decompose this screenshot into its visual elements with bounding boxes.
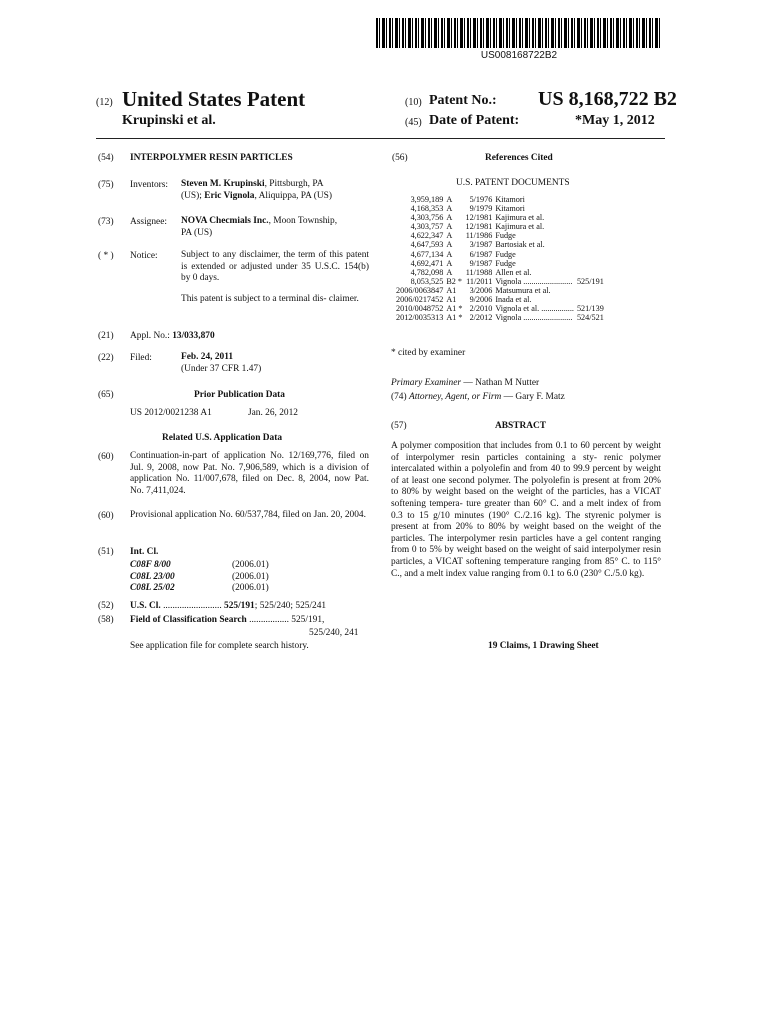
ref-name: Bartosiak et al. (495, 240, 545, 250)
field-search-value-1: 525/191, (291, 615, 325, 625)
ref-class: 521/139 (576, 304, 604, 314)
ref-name: Allen et al. (495, 267, 532, 277)
ref-kind: A (446, 204, 453, 214)
notice-label: Notice: (130, 251, 158, 261)
us-cl-dots: ......................... (163, 601, 222, 611)
int-cl-row (130, 560, 269, 572)
ref-class: 525/191 (576, 276, 604, 286)
appl-no (130, 331, 215, 341)
ref-date: 12/1981 (465, 213, 493, 223)
barcode-number: US008168722B2 (480, 50, 558, 61)
ref-date: 2/2010 (469, 304, 493, 314)
filed-label: Filed: (130, 353, 152, 363)
attorney (391, 392, 565, 402)
ref-date: 2/2012 (469, 313, 493, 323)
field-search-note: See application file for complete search history. (130, 641, 309, 651)
ref-date: 11/1988 (465, 267, 493, 277)
claims-summary: 19 Claims, 1 Drawing Sheet (488, 641, 599, 651)
patent-type-title: United States Patent (122, 87, 306, 111)
refs-code: (56) (392, 153, 408, 163)
inventor-1-name: Steven M. Krupinski (181, 179, 265, 189)
related-data-heading: Related U.S. Application Data (162, 433, 283, 443)
int-cl-class: C08L 25/02 (130, 583, 175, 594)
attorney-label: Attorney, Agent, or Firm (408, 392, 502, 402)
reference-row (396, 277, 607, 286)
ref-name: Fudge (495, 249, 516, 259)
title-code: (54) (98, 153, 114, 163)
attorney-name: — Gary F. Matz (501, 392, 565, 402)
ref-kind: A1 (446, 295, 457, 305)
ref-name: Fudge (495, 258, 516, 268)
related-1-code: (60) (98, 452, 114, 462)
ref-number: 4,303,757 (410, 222, 444, 232)
ref-number: 4,692,471 (410, 258, 444, 268)
ref-number: 3,959,189 (410, 195, 444, 204)
attorney-code: (74) (391, 392, 407, 402)
ref-kind: A (446, 231, 453, 241)
int-cl-row (130, 583, 269, 595)
ref-kind: A1 * (446, 304, 463, 314)
filed-date: Feb. 24, 2011 (181, 352, 234, 362)
int-cl-label: Int. Cl. (130, 547, 159, 557)
ref-date: 9/1987 (469, 258, 493, 268)
appl-code: (21) (98, 331, 114, 341)
assignee-location: , Moon Township, (268, 216, 338, 226)
ref-kind: A1 (446, 285, 457, 295)
examiner-label: Primary Examiner (391, 378, 462, 388)
date-label: Date of Patent: (429, 113, 520, 128)
patent-date: *May 1, 2012 (575, 113, 655, 128)
ref-date: 11/2011 (466, 276, 493, 286)
ref-kind: A (446, 267, 453, 277)
ref-date: 9/1979 (469, 204, 493, 214)
patent-number: US 8,168,722 B2 (538, 88, 677, 110)
field-search-value-2: 525/240, 241 (309, 628, 359, 638)
ref-date: 3/1987 (469, 240, 493, 250)
abstract-heading: ABSTRACT (495, 421, 547, 431)
related-2-text: Provisional application No. 60/537,784, filed on Jan. 20, 2004. (130, 510, 366, 520)
ref-kind: A (446, 240, 453, 250)
ref-date: 9/2006 (469, 295, 493, 305)
abstract-code: (57) (391, 421, 407, 431)
ref-kind: A (446, 213, 453, 223)
header-divider (96, 138, 665, 139)
ref-kind: A (446, 195, 453, 204)
assignee-code: (73) (98, 217, 114, 227)
reference-row (396, 195, 607, 204)
ref-number: 4,647,593 (410, 240, 444, 250)
inventor-1-location: , Pittsburgh, PA (264, 179, 324, 189)
ref-number: 8,053,525 (410, 276, 444, 286)
ref-number: 4,168,353 (410, 204, 444, 214)
int-cl-table (130, 560, 269, 595)
ref-class (577, 250, 607, 259)
inventors-label: Inventors: (130, 180, 169, 190)
filed-note: (Under 37 CFR 1.47) (181, 363, 262, 374)
assignee-name: NOVA Checmials Inc. (181, 216, 269, 226)
reference-row (396, 213, 607, 222)
reference-row (396, 286, 607, 295)
ref-class (577, 195, 607, 204)
inventor-2-name: Eric Vignola (204, 190, 255, 201)
int-cl-code: (51) (98, 547, 114, 557)
ref-class (577, 286, 607, 295)
field-search-code: (58) (98, 615, 114, 625)
field-search-label: Field of Classification Search (130, 615, 247, 625)
ref-name: Vignola et al. ................ (495, 304, 574, 314)
ref-number: 4,677,134 (410, 249, 444, 259)
examiner-name: — Nathan M Nutter (461, 378, 540, 388)
inventors (181, 179, 371, 202)
ref-class (577, 204, 607, 213)
ref-name: Matsumura et al. (495, 285, 551, 295)
inventor-2-location: , Aliquippa, PA (US) (254, 190, 332, 201)
examiner (391, 378, 539, 388)
ref-kind: A1 * (446, 313, 463, 323)
ref-kind: B2 * (446, 276, 463, 286)
ref-class (577, 222, 607, 231)
reference-row (396, 204, 607, 213)
int-cl-row (130, 572, 269, 584)
int-cl-version: (2006.01) (232, 583, 269, 594)
int-cl-version: (2006.01) (232, 560, 269, 570)
related-1-text: Continuation-in-part of application No. 12/169,776, filed on Jul. 9, 2008, now Pat. No. 7,906,589, which is a division of application No. 11/007,678, filed on Dec. 8, 2004, now Pat. No. 7,411,024. (130, 451, 369, 496)
reference-row (396, 295, 607, 304)
ref-date: 3/2006 (469, 285, 493, 295)
ref-number: 4,303,756 (410, 213, 444, 223)
authors: Krupinski et al. (122, 113, 216, 128)
field-search (130, 615, 324, 625)
ref-name: Kajimura et al. (495, 222, 545, 232)
ref-number: 2006/0217452 (396, 295, 444, 305)
cited-note: * cited by examiner (391, 348, 466, 358)
appl-no-value: 13/033,870 (172, 331, 215, 341)
ref-name: Kitamori (495, 195, 525, 204)
ref-date: 12/1981 (465, 222, 493, 232)
ref-date: 6/1987 (469, 249, 493, 259)
reference-row (396, 222, 607, 231)
reference-row (396, 313, 607, 322)
us-cl-main: 525/191 (224, 601, 255, 611)
filed-code: (22) (98, 353, 114, 363)
ref-class: 524/521 (576, 313, 604, 323)
prior-pub-heading: Prior Publication Data (194, 390, 285, 400)
int-cl-class: C08L 23/00 (130, 571, 175, 582)
assignee (181, 216, 371, 239)
notice-code: ( * ) (98, 251, 114, 261)
code-12: (12) (96, 97, 113, 108)
prior-pub-date: Jan. 26, 2012 (248, 408, 298, 418)
assignee-location-2: PA (US) (181, 227, 213, 238)
ref-number: 2010/0048752 (396, 304, 444, 314)
related-2-code: (60) (98, 511, 114, 521)
code-45: (45) (405, 117, 422, 128)
us-cl-rest: ; 525/240; 525/241 (254, 601, 327, 611)
int-cl-class: C08F 8/00 (130, 560, 171, 570)
reference-row (396, 304, 607, 313)
ref-kind: A (446, 258, 453, 268)
ref-class (577, 240, 607, 249)
ref-name: Vignola ........................ (495, 276, 573, 286)
ref-name: Kajimura et al. (495, 213, 545, 223)
ref-class (577, 268, 607, 277)
reference-row (396, 259, 607, 268)
prior-pub-code: (65) (98, 390, 114, 400)
invention-title: INTERPOLYMER RESIN PARTICLES (130, 153, 293, 163)
ref-number: 4,782,098 (410, 267, 444, 277)
notice-text: Subject to any disclaimer, the term of this patent is extended or adjusted under 35 U.S.C. 154(b) by 0 days. (181, 250, 369, 284)
ref-class (577, 213, 607, 222)
patent-no-label: Patent No.: (429, 93, 497, 108)
abstract-text: A polymer composition that includes from 0.1 to 60 percent by weight of interpolymer resin particles containing a sty- renic polymer intercalated within a polyolefin and from 40 to 99.9 percent by weight of at least one second polymer. The polyolefin is present at from 20% to 80% by weight based on the weight of the particles, has a VICAT softening tempera- ture greater than 60° C. and a melt index of from 0.3 to 15 g/10 minutes (190° C./2.16 kg). The styrenic polymer is present at from 20% to 80% by weight based on the weight of the particles. The interpolymer resin particles have a gel content ranging from 0 to 5% by weight based on the weight of said interpolymer resin particles, a VICAT softening temperature ranging from 85° C. to 115° C., and a melt index value ranging from 0.1 to 6.0 (230° C./5.0 kg). (391, 441, 661, 579)
field-search-dots: ................. (249, 615, 289, 625)
ref-name: Fudge (495, 231, 516, 241)
ref-number: 2012/0035313 (396, 313, 444, 323)
ref-class (577, 231, 607, 240)
ref-number: 4,622,347 (410, 231, 444, 241)
ref-name: Inada et al. (495, 295, 532, 305)
reference-row (396, 240, 607, 249)
ref-date: 5/1976 (469, 195, 493, 204)
inventor-1-country: (US); (181, 190, 205, 201)
ref-kind: A (446, 222, 453, 232)
filed (181, 352, 261, 375)
reference-row (396, 250, 607, 259)
ref-name: Kitamori (495, 204, 525, 214)
ref-name: Vignola ........................ (495, 313, 573, 323)
refs-heading: References Cited (485, 153, 553, 163)
code-10: (10) (405, 97, 422, 108)
inventors-code: (75) (98, 180, 114, 190)
prior-pub-number: US 2012/0021238 A1 (130, 408, 212, 418)
int-cl-version: (2006.01) (232, 571, 269, 582)
us-docs-heading: U.S. PATENT DOCUMENTS (456, 178, 570, 188)
appl-no-label: Appl. No.: (130, 331, 170, 341)
us-cl-label: U.S. Cl. (130, 601, 161, 611)
references-table (396, 195, 607, 322)
ref-date: 11/1986 (465, 231, 493, 241)
us-cl-code: (52) (98, 601, 114, 611)
us-cl (130, 601, 326, 611)
ref-class (577, 259, 607, 268)
assignee-label: Assignee: (130, 217, 167, 227)
reference-row (396, 268, 607, 277)
reference-row (396, 231, 607, 240)
terminal-disclaimer: This patent is subject to a terminal dis- claimer. (181, 294, 359, 304)
ref-kind: A (446, 249, 453, 259)
ref-class (577, 295, 607, 304)
barcode (376, 18, 662, 48)
ref-number: 2006/0063847 (396, 285, 444, 295)
